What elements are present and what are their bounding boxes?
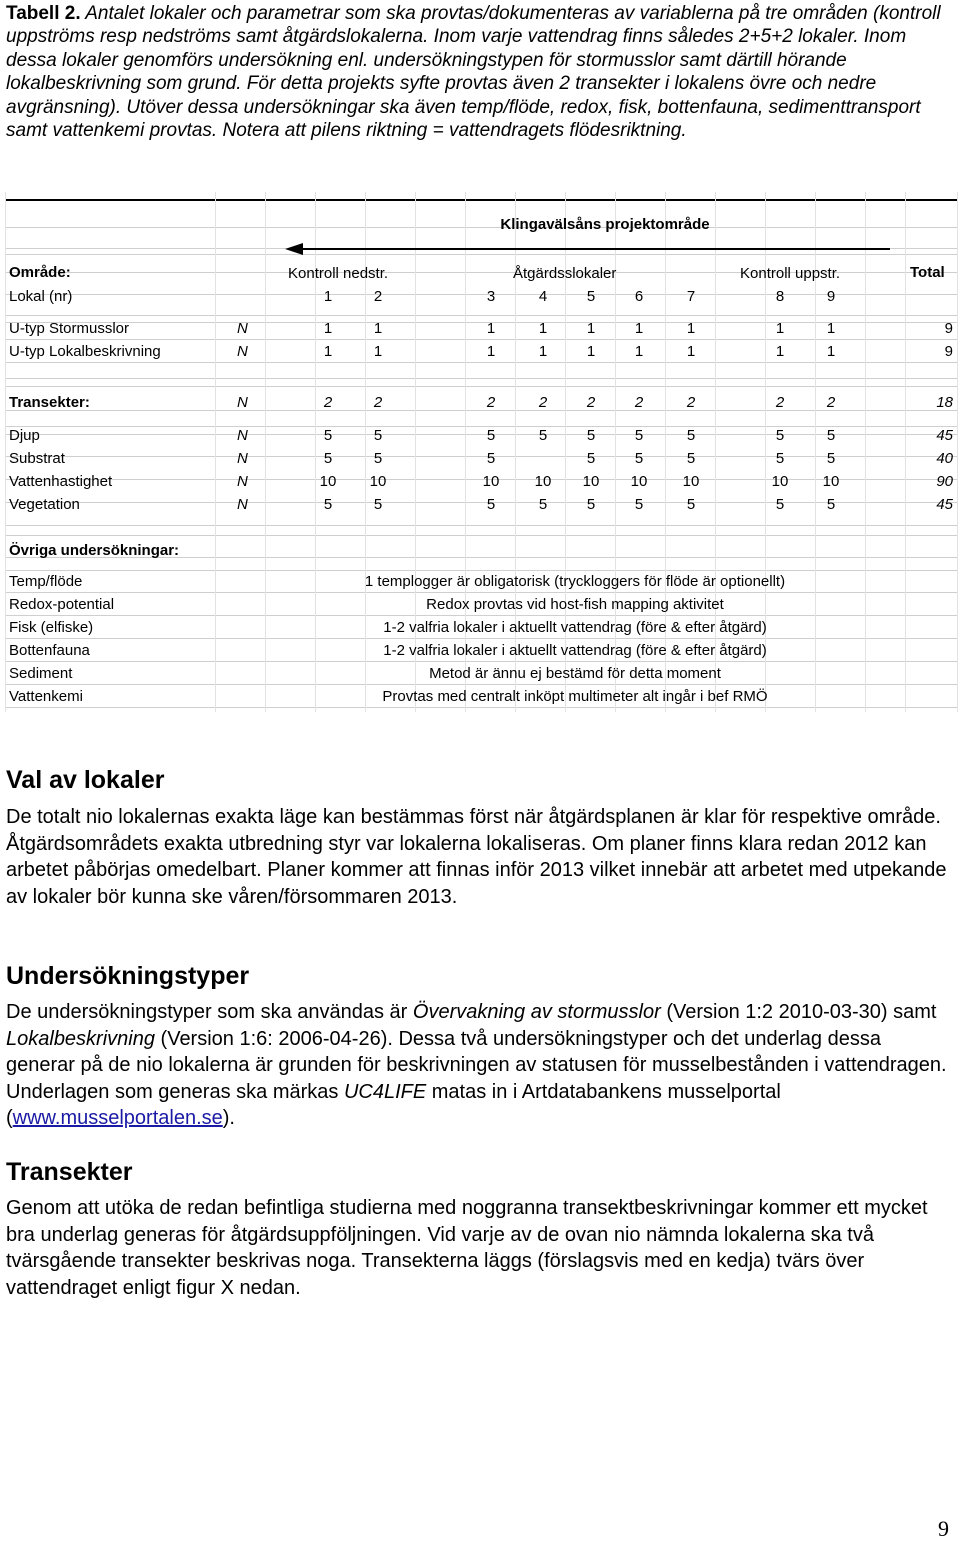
other-label: Redox-potential [9,596,115,613]
lokal-number: 1 [323,288,333,305]
italic-run: UC4LIFE [343,1080,427,1103]
row-value: 1 [373,320,383,337]
parameter-table [5,192,958,712]
row-unit: N [237,450,248,467]
row-value: 1 [634,320,644,337]
row-value: 1 [538,320,548,337]
row-value: 5 [586,427,596,444]
row-value: 10 [534,473,552,490]
text-run: De undersökningstyper som ska användas är [6,1001,413,1023]
row-unit: N [237,427,248,444]
row-value: 10 [822,473,840,490]
row-value: 5 [634,427,644,444]
row-value: 2 [486,394,496,411]
area-label: Område: [9,264,71,281]
table-gridline [905,192,906,712]
text-run: ). [222,1107,235,1129]
italic-run: Övervakning av stormusslor [412,1001,661,1023]
row-value: 5 [686,450,696,467]
flow-direction-arrow [285,240,895,258]
row-value: 5 [634,496,644,513]
lokal-number: 7 [686,288,696,305]
other-note: 1 templogger är obligatorisk (tryckloggers för flöde är optionellt) [364,573,786,590]
total-label: Total [910,264,945,281]
row-value: 1 [323,320,333,337]
row-total: 45 [936,496,953,513]
row-value: 2 [686,394,696,411]
caption-text: Antalet lokaler och parametrar som ska provtas/dokumenteras av variablerna på tre områden (kontroll uppströms resp nedströms samt åtgärdslokalerna. Inom varje vattendrag finns således 2+5+2 lokaler. Inom dessa lokaler genomförs undersökning enl. undersökningstypen för stormusslor samt därtill hörande lokalbeskrivning som grund. För detta projekts syfte provtas även 2 transekter i lokalens övre och nedre avgränsning). Utöver dessa undersökningar ska även temp/flöde, redox, fisk, bottenfauna, sedimenttransport samt vattenkemi provtas. Notera att pilens riktning = vattendragets flödesriktning. [6,3,941,142]
row-value: 5 [826,496,836,513]
row-value: 5 [373,427,383,444]
area-group-kontroll-nedstr: Kontroll nedstr. [288,265,389,282]
row-value: 5 [373,450,383,467]
row-value: 2 [586,394,596,411]
row-total: 9 [944,320,953,337]
heading-val-av-lokaler: Val av lokaler [6,766,165,794]
row-value: 1 [634,343,644,360]
row-value: 1 [775,343,785,360]
other-note: 1-2 valfria lokaler i aktuellt vattendrag (före & efter åtgärd) [383,619,767,636]
row-value: 5 [323,450,333,467]
row-total: 45 [936,427,953,444]
table-caption [6,2,956,142]
row-label: Substrat [9,450,65,467]
lokal-number: 2 [373,288,383,305]
row-value: 2 [538,394,548,411]
row-total: 90 [936,473,953,490]
row-value: 5 [826,450,836,467]
row-unit: N [237,496,248,513]
other-label: Bottenfauna [9,642,90,659]
row-value: 10 [771,473,789,490]
row-value: 5 [775,427,785,444]
row-value: 2 [323,394,333,411]
row-value: 5 [775,496,785,513]
row-value: 5 [586,450,596,467]
row-total: 18 [936,394,953,411]
row-value: 5 [686,496,696,513]
row-value: 5 [486,427,496,444]
row-value: 10 [682,473,700,490]
other-note: Metod är ännu ej bestämd för detta moment [429,665,721,682]
row-value: 1 [323,343,333,360]
row-unit: N [237,320,248,337]
lokal-label: Lokal (nr) [9,288,73,305]
other-label: Fisk (elfiske) [9,619,94,636]
lokal-number: 3 [486,288,496,305]
row-value: 1 [486,320,496,337]
row-value: 5 [586,496,596,513]
paragraph-val-av-lokaler: De totalt nio lokalernas exakta läge kan bestämmas först när åtgärdsplanen är klar för respektive område. Åtgärdsområdets exakta utbredning styr var lokalerna lokaliseras. Om planer finns klara redan 2012 kan arbetet påbörjas omedelbart. Planer kommer att finnas inför 2013 vilket innebär att arbetet med utpekande av lokaler bör kunna ske våren/försommaren 2013. [6,806,947,908]
table-gridline [865,192,866,712]
row-value: 2 [775,394,785,411]
row-unit: N [237,394,248,411]
text-run: (Version 1:6: 2006-04-26). Dessa två undersökningstyper och det underlag dessa generar på de nio lokalerna är grunden för beskrivningen av statusen för musselbestånden i vattendragen. Underlagen som generas ska märkas [6,1027,947,1103]
row-total: 40 [936,450,953,467]
row-value: 10 [369,473,387,490]
row-value: 5 [373,496,383,513]
row-value: 1 [586,320,596,337]
table-gridline [215,192,216,712]
italic-run: Lokalbeskrivning [6,1027,155,1050]
row-value: 5 [538,496,548,513]
table-gridline [265,192,266,712]
row-value: 5 [826,427,836,444]
row-unit: N [237,343,248,360]
lokal-number: 9 [826,288,836,305]
other-note: Redox provtas vid host-fish mapping aktivitet [426,596,724,613]
row-value: 5 [775,450,785,467]
row-value: 10 [319,473,337,490]
area-group-atgardslokaler: Åtgärdsslokaler [513,265,617,282]
other-label: Sediment [9,665,73,682]
row-label: Vattenhastighet [9,473,113,490]
row-value: 1 [826,320,836,337]
table-gridline [957,192,958,712]
row-value: 1 [775,320,785,337]
row-value: 5 [323,496,333,513]
row-label: Vegetation [9,496,80,513]
text-run: (Version 1:2 2010-03-30) samt [660,1001,937,1023]
row-value: 1 [826,343,836,360]
row-label: U-typ Stormusslor [9,320,130,337]
other-heading: Övriga undersökningar: [9,542,180,559]
row-value: 1 [486,343,496,360]
row-value: 10 [630,473,648,490]
heading-transekter: Transekter [6,1158,133,1186]
page-number: 9 [938,1516,949,1541]
area-group-kontroll-uppstr: Kontroll uppstr. [740,265,841,282]
row-value: 10 [482,473,500,490]
row-total: 9 [944,343,953,360]
lokal-number: 5 [586,288,596,305]
row-value: 5 [634,450,644,467]
row-value: 1 [686,320,696,337]
table-gridline [5,192,6,712]
row-value: 5 [486,450,496,467]
row-label: Transekter: [9,394,90,411]
paragraph-transekter: Genom att utöka de redan befintliga studierna med noggranna transektbeskrivningar kommer ett mycket bra underlag generas för åtgärdsuppföljningen. Vid varje av de ovan nio nämnda lokalerna ska två tvärsgående transekter beskrivas noga. Transekterna läggs (förslagsvis med en kedja) tvärs över vattendraget enligt figur X nedan. [6,1197,928,1299]
row-label: Djup [9,427,40,444]
row-value: 5 [538,427,548,444]
row-value: 2 [826,394,836,411]
row-value: 1 [538,343,548,360]
row-value: 1 [686,343,696,360]
caption-label: Tabell 2. [6,3,81,24]
row-value: 2 [634,394,644,411]
row-value: 5 [486,496,496,513]
text-run: matas in i Artdatabankens musselportal ( [6,1080,781,1129]
project-title: Klingavälsåns projektområde [500,216,710,233]
row-value: 5 [323,427,333,444]
musselportalen-link[interactable]: www.musselportalen.se [12,1107,223,1129]
row-value: 10 [582,473,600,490]
lokal-number: 8 [775,288,785,305]
other-label: Temp/flöde [9,573,83,590]
row-value: 2 [373,394,383,411]
lokal-number: 6 [634,288,644,305]
row-value: 1 [373,343,383,360]
other-note: Provtas med centralt inköpt multimeter alt ingår i bef RMÖ [382,688,768,705]
other-note: 1-2 valfria lokaler i aktuellt vattendrag (före & efter åtgärd) [383,642,767,659]
row-value: 5 [686,427,696,444]
other-label: Vattenkemi [9,688,83,705]
row-label: U-typ Lokalbeskrivning [9,343,161,360]
lokal-number: 4 [538,288,548,305]
heading-undersokningstyper: Undersökningstyper [6,962,250,990]
row-unit: N [237,473,248,490]
paragraph-undersokningstyper [6,999,954,1132]
row-value: 1 [586,343,596,360]
